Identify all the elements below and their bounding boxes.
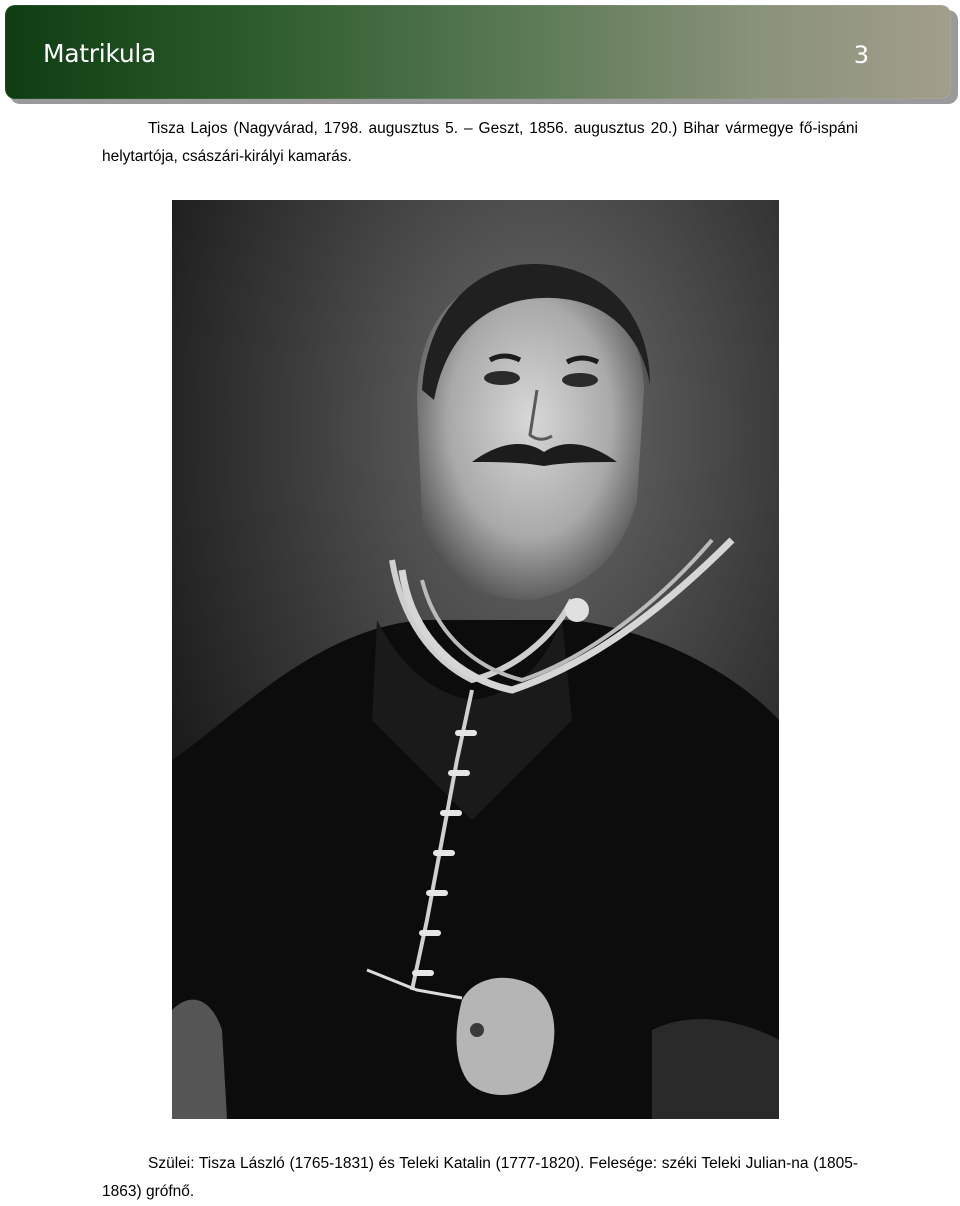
intro-paragraph: Tisza Lajos (Nagyvárad, 1798. augusztus 5. – Geszt, 1856. augusztus 20.) Bihar vármegye fő-ispáni helytartója, császári-királyi kamarás. xyxy=(102,120,858,165)
portrait-illustration xyxy=(172,200,779,1119)
portrait-photo xyxy=(172,200,779,1119)
caption-paragraph: Szülei: Tisza László (1765-1831) és Teleki Katalin (1777-1820). Felesége: széki Teleki Julian-na (1805-1863) grófnő. xyxy=(102,1155,858,1200)
header-title: Matrikula xyxy=(43,39,157,68)
page-number: 3 xyxy=(853,41,869,69)
header-bar xyxy=(5,5,951,99)
